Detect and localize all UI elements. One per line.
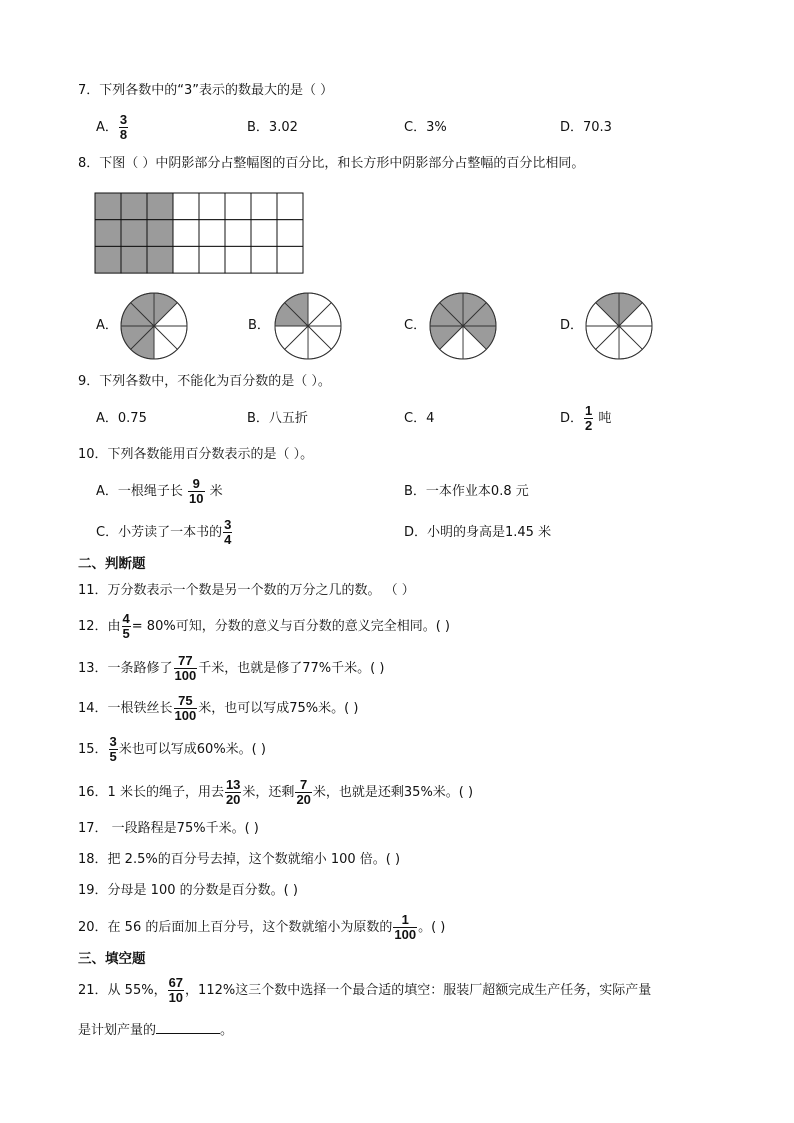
q10-option-b-text: B．一本作业本0.8 元: [404, 484, 529, 499]
q9-option-c-text: C．4: [404, 411, 435, 426]
fraction-numerator: 1: [401, 912, 409, 927]
q7-option-d: [560, 120, 612, 136]
section-2-title: 二、判断题: [78, 556, 146, 572]
fraction-numerator: 75: [178, 693, 193, 708]
q8-stem-text: 8．下图（ ）中阴影部分占整幅图的百分比，和长方形中阴影部分占整幅的百分比相同。: [78, 156, 585, 171]
q10-option-b: [404, 484, 529, 500]
q7-option-b-text: B．3.02: [247, 120, 298, 135]
q14-fraction: [174, 694, 198, 723]
q16-post: 米，也就是还剩35%米。( ): [312, 785, 474, 800]
q10-option-a-post: 米: [209, 484, 223, 499]
fraction-numerator: 3: [119, 112, 128, 127]
q9-option-c: [404, 411, 434, 427]
q19: [78, 883, 298, 899]
q10-option-a: [96, 476, 223, 508]
grid-cell-shaded: [147, 193, 173, 220]
q13-pre: 13．一条路修了: [78, 661, 173, 676]
circle-option-c: [429, 292, 497, 360]
grid-cell-shaded: [121, 246, 147, 273]
q18: [78, 852, 400, 868]
q7-option-b: [247, 120, 298, 136]
section-heading-fill-in: [78, 951, 146, 967]
fraction-denominator: 10: [189, 491, 204, 506]
q8-option-d-text: D．: [560, 318, 584, 333]
q16-pre: 16．1 米长的绳子，用去: [78, 785, 224, 800]
q10-option-a-pre: A．一根绳子长: [96, 484, 183, 499]
q10-stem: [78, 447, 313, 463]
circle-option-a: [120, 292, 188, 360]
q8-option-c-label: [404, 318, 426, 334]
q18-text: 18．把 2.5%的百分号去掉，这个数就缩小 100 倍。( ): [78, 852, 401, 867]
grid-cell-shaded: [121, 220, 147, 247]
grid-cell-shaded: [95, 193, 121, 220]
q21-line2-text: 是计划产量的: [78, 1023, 157, 1038]
q12-post: = 80%可知，分数的意义与百分数的意义完全相同。( ): [131, 619, 450, 634]
q9-option-a-text: A．0.75: [96, 411, 147, 426]
q17-text: 17． 一段路程是75%千米。( ): [78, 821, 259, 836]
q7-option-a-fraction: [119, 113, 128, 142]
q11: [78, 583, 415, 599]
q21-pre: 21．从 55%，: [78, 983, 167, 998]
q9-option-d-unit: 吨: [598, 411, 612, 426]
q9-stem: [78, 374, 331, 390]
grid-cell-shaded: [121, 193, 147, 220]
q8-option-a-text: A．: [96, 318, 118, 333]
fraction-numerator: 1: [585, 403, 593, 418]
grid-cell: [173, 246, 199, 273]
q8-option-a-label: [96, 318, 118, 334]
q21-line-2: [78, 1020, 233, 1039]
q13-fraction: [174, 654, 198, 683]
q20: [78, 912, 445, 944]
q7-stem-text: 7．下列各数中的“3”表示的数最大的是（ ）: [78, 83, 334, 98]
grid-cell: [225, 246, 251, 273]
q12: [78, 611, 450, 643]
fraction-denominator: 20: [296, 792, 311, 807]
q17: [78, 821, 259, 837]
grid-cell: [199, 220, 225, 247]
q13-post: 千米，也就是修了77%千米。( ): [198, 661, 385, 676]
q21-line2-end: 。: [220, 1023, 234, 1038]
fraction-denominator: 10: [168, 990, 184, 1005]
grid-cell: [277, 193, 303, 220]
q8-option-b-text: B．: [248, 318, 270, 333]
circle-option-b: [274, 292, 342, 360]
q20-pre: 20．在 56 的后面加上百分号，这个数就缩小为原数的: [78, 920, 393, 935]
q10-option-c-fraction: [223, 518, 232, 547]
fraction-numerator: 3: [224, 517, 232, 532]
q9-option-b-text: B．八五折: [247, 411, 308, 426]
q16-fraction-1: [225, 778, 241, 807]
fraction-numerator: 9: [192, 476, 200, 491]
q9-option-d: [560, 403, 611, 435]
answer-blank[interactable]: [156, 1020, 220, 1034]
q14-pre: 14．一根铁丝长: [78, 701, 173, 716]
grid-cell: [277, 246, 303, 273]
q14: [78, 693, 358, 725]
q7-option-a-label: A．: [96, 120, 118, 135]
grid-cell: [199, 193, 225, 220]
q7-option-c-text: C．3%: [404, 120, 447, 135]
fraction-denominator: 100: [174, 668, 197, 683]
q9-option-d-fraction: [584, 404, 593, 433]
q11-text: 11．万分数表示一个数是另一个数的万分之几的数。 （ ）: [78, 583, 415, 598]
q8-option-c-text: C．: [404, 318, 427, 333]
q21-fraction: [168, 976, 184, 1005]
fraction-denominator: 4: [224, 532, 232, 547]
q8-stem: [78, 156, 584, 172]
q20-post: 。( ): [418, 920, 446, 935]
grid-cell-shaded: [95, 246, 121, 273]
q15-post: 米也可以写成60%米。( ): [118, 742, 266, 757]
fraction-numerator: 67: [168, 975, 184, 990]
q7-option-d-text: D．70.3: [560, 120, 612, 135]
q16: [78, 777, 473, 809]
grid-cell: [251, 220, 277, 247]
fraction-denominator: 20: [225, 792, 241, 807]
grid-cell: [277, 220, 303, 247]
grid-cell-shaded: [147, 246, 173, 273]
fraction-denominator: 2: [585, 418, 593, 433]
q10-option-d: [404, 525, 551, 541]
q7-stem: [78, 83, 333, 99]
fraction-denominator: 5: [109, 749, 117, 764]
q15-pre: 15．: [78, 742, 108, 757]
grid-cell: [173, 220, 199, 247]
fraction-denominator: 8: [119, 127, 128, 142]
fraction-numerator: 3: [109, 734, 117, 749]
fraction-numerator: 77: [178, 653, 193, 668]
q9-option-b: [247, 411, 308, 427]
shaded-rectangle-grid: [94, 192, 304, 273]
q16-mid: 米，还剩: [242, 785, 295, 800]
grid-cell-shaded: [147, 220, 173, 247]
q7-option-a: [96, 112, 129, 144]
fraction-numerator: 13: [225, 777, 241, 792]
grid-cell: [199, 246, 225, 273]
fraction-numerator: 4: [122, 611, 130, 626]
q15: [78, 734, 266, 766]
q20-fraction: [393, 913, 417, 942]
fraction-denominator: 5: [122, 626, 130, 641]
q9-stem-text: 9．下列各数中，不能化为百分数的是（ ）。: [78, 374, 331, 389]
fraction-denominator: 100: [394, 927, 417, 942]
q21-post: ，112%这三个数中选择一个最合适的填空：服装厂超额完成生产任务，实际产量: [185, 983, 652, 998]
q12-fraction: [122, 612, 131, 641]
q19-text: 19．分母是 100 的分数是百分数。( ): [78, 883, 298, 898]
q16-fraction-2: [295, 778, 311, 807]
q10-option-a-fraction: [188, 477, 204, 506]
q21-line-1: [78, 975, 651, 1007]
section-heading-judgement: [78, 556, 146, 572]
q8-option-b-label: [248, 318, 270, 334]
q15-fraction: [109, 735, 118, 764]
q10-stem-text: 10．下列各数能用百分数表示的是（ ）。: [78, 447, 314, 462]
grid-cell: [225, 193, 251, 220]
q9-option-a: [96, 411, 147, 427]
q9-option-d-label: D．: [560, 411, 584, 426]
fraction-denominator: 100: [174, 708, 197, 723]
q8-option-d-label: [560, 318, 583, 334]
q10-option-c-pre: C．小芳读了一本书的: [96, 525, 223, 540]
grid-cell: [173, 193, 199, 220]
q14-post: 米，也可以写成75%米。( ): [198, 701, 359, 716]
grid-cell: [251, 246, 277, 273]
q10-option-d-text: D．小明的身高是1.45 米: [404, 525, 552, 540]
grid-cell-shaded: [95, 220, 121, 247]
grid-cell: [251, 193, 277, 220]
section-3-title: 三、填空题: [78, 951, 146, 967]
q10-option-c: [96, 517, 233, 549]
circle-option-d: [585, 292, 653, 360]
q12-pre: 12．由: [78, 619, 121, 634]
grid-cell: [225, 220, 251, 247]
q13: [78, 653, 384, 685]
fraction-numerator: 7: [300, 777, 308, 792]
q7-option-c: [404, 120, 447, 136]
